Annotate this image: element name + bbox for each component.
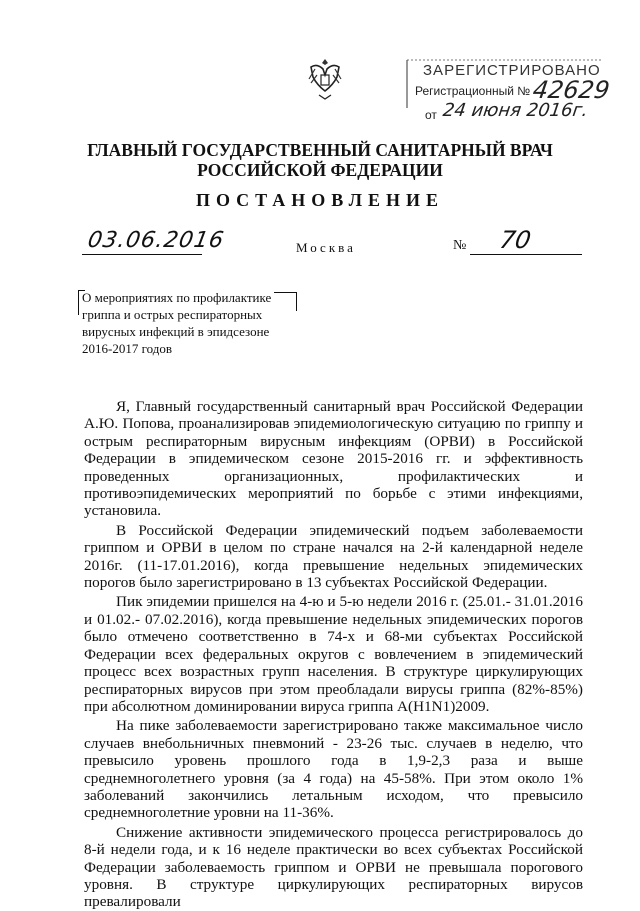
decree-subject	[82, 289, 292, 357]
authority-line-1: ГЛАВНЫЙ ГОСУДАРСТВЕННЫЙ САНИТАРНЫЙ ВРАЧ	[87, 140, 553, 160]
decree-body	[84, 398, 583, 911]
stamp-date-prefix: от	[425, 108, 437, 122]
document-type-title: ПОСТАНОВЛЕНИЕ	[195, 190, 445, 210]
decree-city: Москва	[296, 240, 356, 255]
body-paragraph: Пик эпидемии пришелся на 4-ю и 5-ю недели 2016 г. (25.01.- 31.01.2016 и 01.02.- 07.02.2016), когда превышение недельных эпидемических порогов было отмечено соответственно в 74-х и 68-ми субъектах Российской Федерации всех федеральных округов с вовлечением в эпидемический процесс всех возрастных групп населения. В структуре циркулирующих респираторных вирусов при этом преобладали вирусы гриппа (82%-85%) при абсолютном доминировании вируса гриппа A(H1N1)2009.	[84, 593, 583, 715]
stamp-title: ЗАРЕГИСТРИРОВАНО	[423, 62, 601, 79]
subject-line: 2016-2017 годов	[82, 341, 172, 356]
body-paragraph: В Российской Федерации эпидемический подъем заболеваемости гриппом и ОРВИ в целом по стране начался на 2-й календарной неделе 2016г. (11-17.01.2016), когда превышение недельных эпидемических порогов было зарегистрировано в 13 субъектах Российской Федерации.	[84, 521, 583, 592]
number-underline	[470, 254, 582, 255]
stamp-date-value: 24 июня 2016г.	[441, 100, 590, 121]
decree-number: 70	[497, 226, 534, 254]
authority-line-2: РОССИЙСКОЙ ФЕДЕРАЦИИ	[197, 160, 443, 180]
date-underline	[82, 254, 202, 255]
russian-coat-of-arms-icon	[305, 55, 345, 103]
stamp-reg-number: 42629	[531, 76, 612, 104]
body-paragraph: Снижение активности эпидемического процесса регистрировалось до 8-й недели года, и к 16 неделе практически во всех субъектах Российской Федерации заболеваемость гриппом и ОРВИ не превышала порогового уровня. В структуре циркулирующих респираторных вирусов превалировали	[84, 823, 583, 911]
body-paragraph: Я, Главный государственный санитарный врач Российской Федерации А.Ю. Попова, проанализировав эпидемиологическую ситуацию по гриппу и острым респираторным вирусным инфекциям (ОРВИ) в Российской Федерации в эпидемическом сезоне 2015-2016 гг. и эффективность проведенных организационных, профилактических и противоэпидемических мероприятий по борьбе с этими инфекциями, установила.	[84, 398, 583, 520]
subject-line: вирусных инфекций в эпидсезоне	[82, 324, 270, 339]
decree-date: 03.06.2016	[85, 228, 227, 253]
stamp-reg-label: Регистрационный №	[415, 84, 531, 98]
number-sign: №	[453, 238, 467, 253]
registration-stamp	[405, 58, 612, 128]
body-paragraph: На пике заболеваемости зарегистрировано также максимальное число случаев внебольничных пневмоний - 23-26 тыс. случаев в неделю, что превысило уровень прошлого года в 1,9-2,3 раза и выше среднемноголетнего уровня (за 4 года) на 45-58%. При этом около 1% заболеваний закончились летальным исходом, что превысило среднемноголетние уровни на 11-36%.	[84, 717, 583, 822]
subject-line: гриппа и острых респираторных	[82, 307, 263, 322]
subject-line: О мероприятиях по профилактике	[82, 290, 272, 305]
